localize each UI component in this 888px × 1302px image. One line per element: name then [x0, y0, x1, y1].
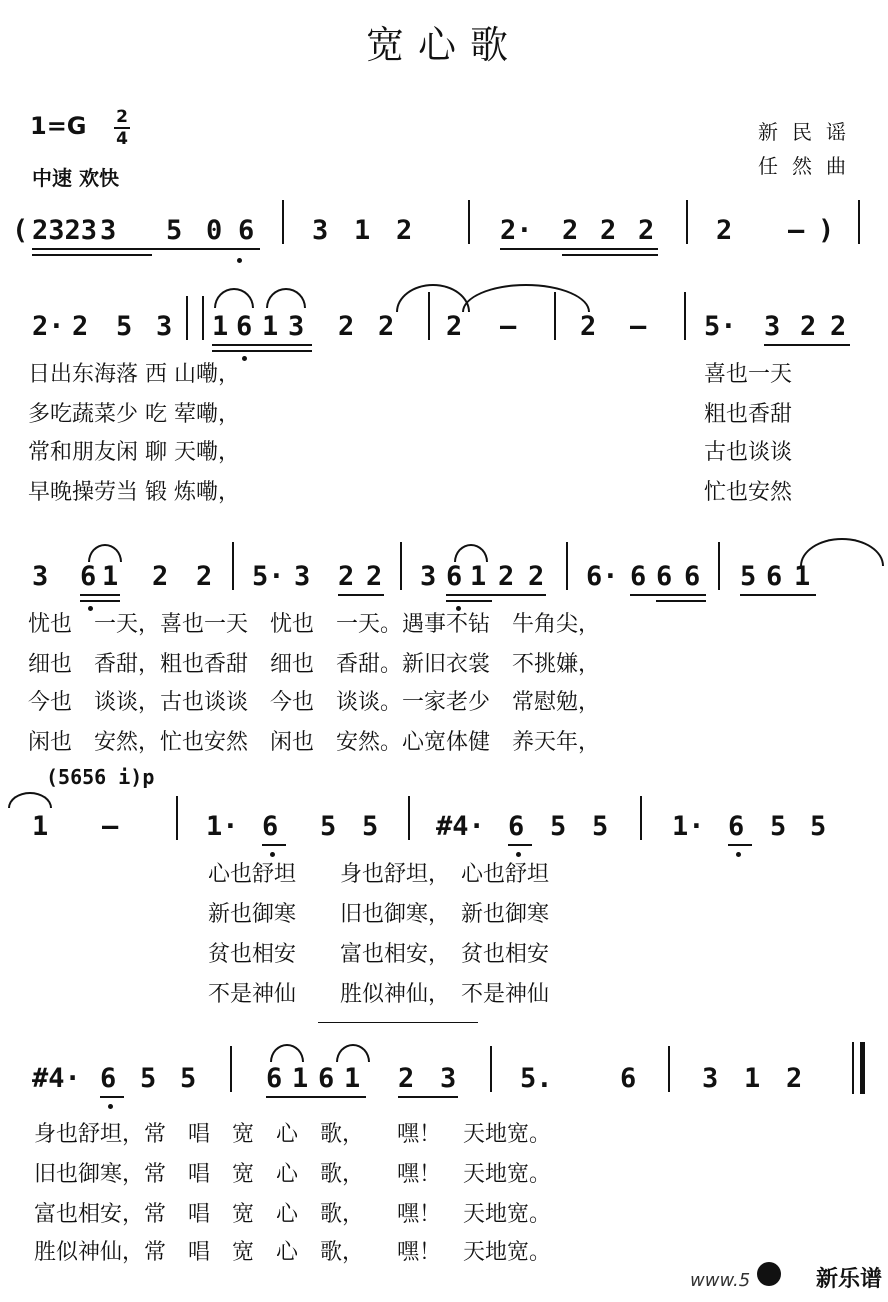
note: 2 — [196, 561, 213, 592]
lyric-line: 旧也御寒，常 唱 宽 心 歌， 嘿！ 天地宽。 — [34, 1162, 552, 1187]
note: 6 — [100, 1063, 117, 1094]
lyric-line: 富也相安，常 唱 宽 心 歌， 嘿！ 天地宽。 — [34, 1202, 552, 1227]
note: 2· — [500, 215, 533, 246]
note: 1 — [102, 561, 119, 592]
song-title: 宽心歌 — [365, 23, 522, 67]
note: 3 — [702, 1063, 719, 1094]
note: 1 — [262, 311, 279, 342]
credit-lyricist: 新民谣 — [758, 120, 860, 144]
note: 6 — [318, 1063, 335, 1094]
lyric-line: 古也谈谈 — [704, 440, 793, 465]
lyric-line: 身也舒坦，常 唱 宽 心 歌， 嘿！ 天地宽。 — [34, 1122, 552, 1147]
note: 2 — [528, 561, 545, 592]
lyric-line: 贫也相安 富也相安， 贫也相安 — [208, 942, 550, 967]
note: 1 — [354, 215, 371, 246]
note: 5· — [704, 311, 737, 342]
note: 1 — [344, 1063, 361, 1094]
note: 6· — [586, 561, 619, 592]
note: 2 — [562, 215, 579, 246]
note: 2 — [446, 311, 463, 342]
lyric-line: 细也 香甜，粗也香甜 细也 香甜。新旧衣裳 不挑嫌， — [28, 652, 601, 677]
note: 5· — [252, 561, 285, 592]
note: 5 — [740, 561, 757, 592]
note: 3 — [32, 561, 49, 592]
note: 6 — [238, 215, 255, 246]
note: 5 — [362, 811, 379, 842]
note: 1 — [470, 561, 487, 592]
note: #4· — [32, 1063, 81, 1094]
note: 5 — [592, 811, 609, 842]
note: 3 — [420, 561, 437, 592]
note: 5 — [140, 1063, 157, 1094]
note: 2 — [398, 1063, 415, 1094]
note: 6 — [508, 811, 525, 842]
note: 6 — [630, 561, 647, 592]
note: 0 — [206, 215, 223, 246]
lyric-line: 喜也一天 — [704, 362, 793, 387]
note: ( — [12, 215, 29, 246]
key-signature: 1=G — [30, 112, 87, 140]
note: 5 — [166, 215, 183, 246]
note: 5. — [520, 1063, 553, 1094]
note: 5 — [320, 811, 337, 842]
watermark-site: www.5 — [690, 1270, 751, 1291]
lyric-line: 心也舒坦 身也舒坦， 心也舒坦 — [208, 862, 550, 887]
note: 3 — [440, 1063, 457, 1094]
watermark-brand: 新乐谱 — [815, 1267, 882, 1292]
note: 2 — [338, 311, 355, 342]
note: 2 — [716, 215, 733, 246]
note: 6 — [620, 1063, 637, 1094]
note: 6 — [266, 1063, 283, 1094]
lyric-line: 忧也 一天，喜也一天 忧也 一天。遇事不钻 牛角尖， — [28, 612, 601, 637]
note: 2 — [600, 215, 617, 246]
note: 2 — [152, 561, 169, 592]
lyric-line: 忙也安然 — [704, 480, 793, 505]
note: – — [500, 311, 517, 342]
note: 2 — [396, 215, 413, 246]
lyric-line: 今也 谈谈，古也谈谈 今也 谈谈。一家老少 常慰勉， — [28, 690, 601, 715]
note: 1 — [292, 1063, 309, 1094]
lyric-line: 闲也 安然，忙也安然 闲也 安然。心宽体健 养天年， — [28, 730, 601, 755]
note: 5 — [180, 1063, 197, 1094]
note: 1· — [206, 811, 239, 842]
lyric-line: 粗也香甜 — [704, 402, 793, 427]
note: – — [102, 811, 119, 842]
note: 6 — [766, 561, 783, 592]
note: 6 — [728, 811, 745, 842]
note: 3 — [312, 215, 329, 246]
note: 5 — [770, 811, 787, 842]
lyric-line: 新也御寒 旧也御寒， 新也御寒 — [208, 902, 550, 927]
lyric-line: 胜似神仙，常 唱 宽 心 歌， 嘿！ 天地宽。 — [34, 1240, 552, 1265]
lyric-line: 不是神仙 胜似神仙， 不是神仙 — [208, 982, 550, 1007]
record-icon — [757, 1262, 781, 1286]
note: 2· — [32, 311, 65, 342]
note: 3 — [764, 311, 781, 342]
note: 6 — [684, 561, 701, 592]
credit-composer: 任然曲 — [758, 154, 860, 178]
note: 2 — [800, 311, 817, 342]
note: 1 — [212, 311, 229, 342]
note: – — [788, 215, 805, 246]
note: 6 — [262, 811, 279, 842]
time-signature — [112, 107, 132, 149]
note: 5 — [116, 311, 133, 342]
note: 2 — [786, 1063, 803, 1094]
tempo-marking: 中速 欢快 — [32, 166, 119, 190]
note: 1 — [794, 561, 811, 592]
note: 2323 — [32, 215, 98, 246]
note: 3 — [100, 215, 117, 246]
note: ) — [818, 215, 835, 246]
note: 2 — [378, 311, 395, 342]
note: 6 — [80, 561, 97, 592]
note: 2 — [366, 561, 383, 592]
note: – — [630, 311, 647, 342]
note: 3 — [294, 561, 311, 592]
note: 2 — [498, 561, 515, 592]
note: 2 — [338, 561, 355, 592]
note: 5 — [810, 811, 827, 842]
note: 3 — [156, 311, 173, 342]
note: 2 — [830, 311, 847, 342]
lyric-line: 日出东海落 西 山嘞， — [28, 362, 240, 387]
time-signature-top: 2 — [116, 107, 128, 127]
note: 6 — [446, 561, 463, 592]
note: 2 — [72, 311, 89, 342]
note: #4· — [436, 811, 485, 842]
lyric-line: 多吃蔬菜少 吃 荤嘞， — [28, 402, 240, 427]
note: 2 — [638, 215, 655, 246]
note: 1· — [672, 811, 705, 842]
lyric-line: 常和朋友闲 聊 天嘞， — [28, 440, 240, 465]
lyric-line: 早晚操劳当 锻 炼嘞， — [28, 480, 240, 505]
time-signature-bottom: 4 — [116, 129, 128, 149]
note: 3 — [288, 311, 305, 342]
note: 6 — [236, 311, 253, 342]
note: 1 — [744, 1063, 761, 1094]
note: 6 — [656, 561, 673, 592]
note: 5 — [550, 811, 567, 842]
note: 2 — [580, 311, 597, 342]
grace-notes: (5656 i)p — [46, 765, 155, 789]
note: 1 — [32, 811, 49, 842]
